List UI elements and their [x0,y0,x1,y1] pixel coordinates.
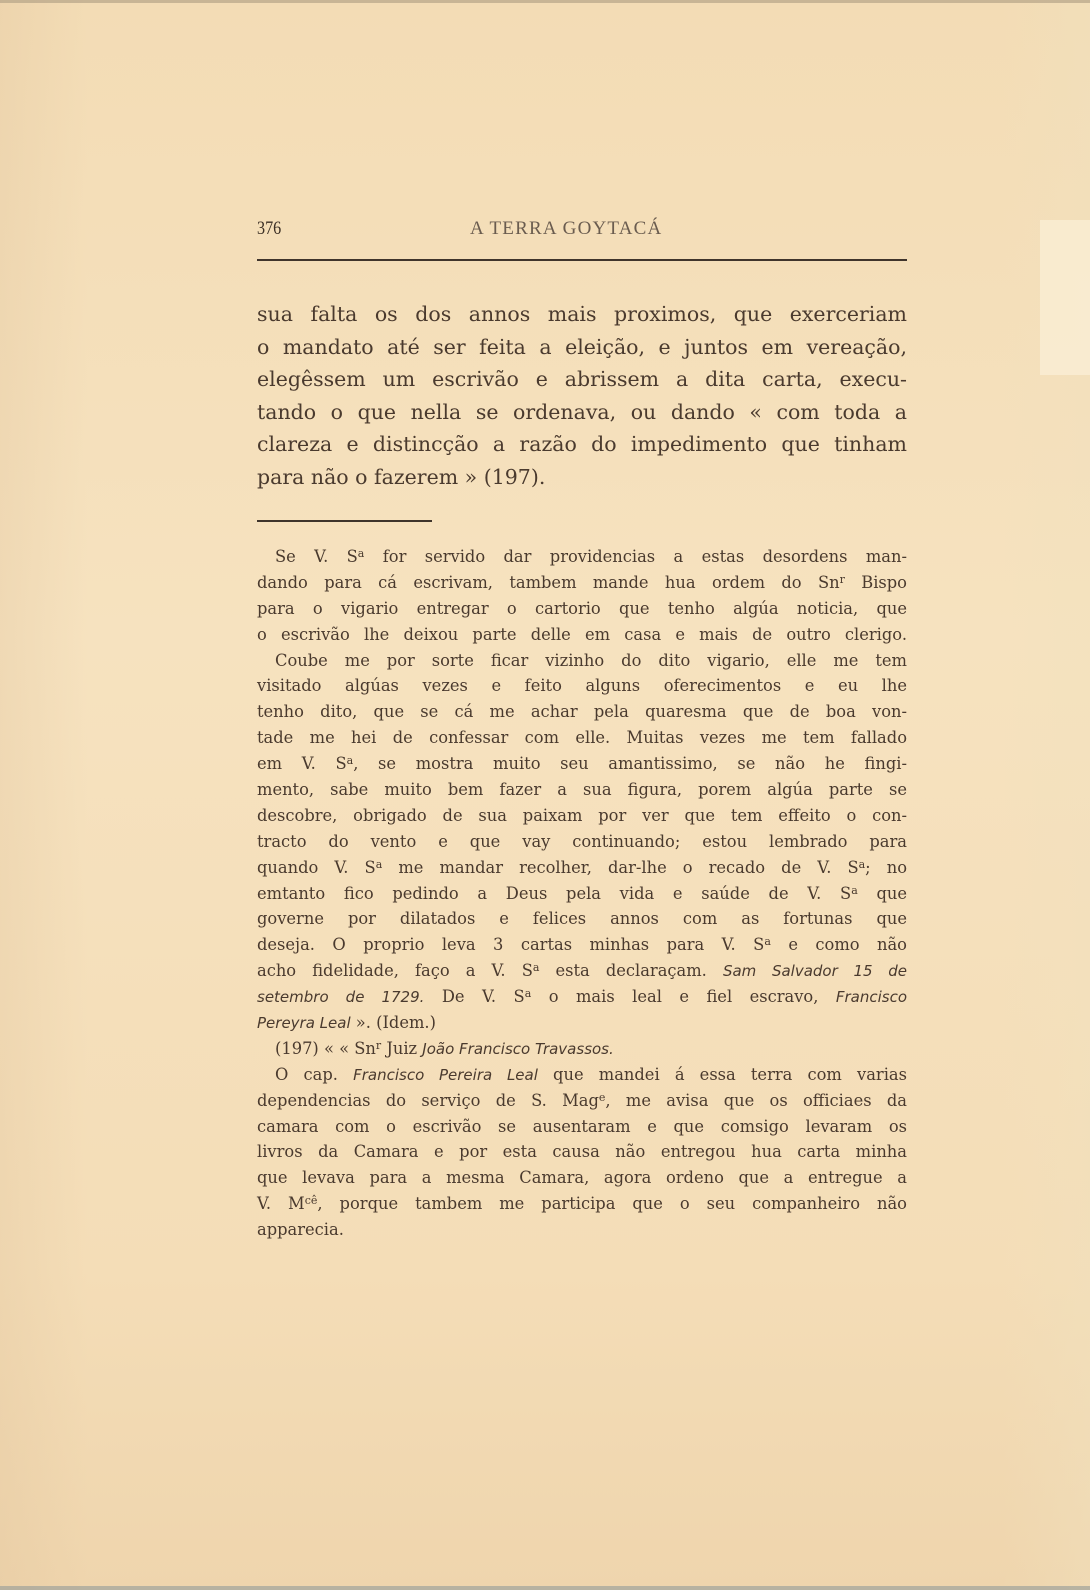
note-line: em V. $S^a$, se mostra muito seu amantissimo, se não he fingi- [257,754,907,774]
note-line: deseja. O proprio leva 3 cartas minhas para V. $S^a$ e como não [257,935,907,955]
note-line: dando para cá escrivam, tambem mande hua ordem do Sn$^r$ Bispo [257,572,907,592]
note-line: apparecia. [257,1220,344,1240]
note-line: Se V. $S^a$ for servido dar providencias a estas desordens man- [275,547,907,566]
body-line: clareza e distincção a razão do impedimento que tinham [257,432,907,456]
note-line: descobre, obrigado de sua paixam por ver que tem effeito o con- [257,805,907,825]
note-line: Pereyra Leal ». (Idem.) [257,1013,436,1033]
page-number: 376 [257,218,282,239]
body-line: tando o que nella se ordenava, ou dando « com toda a [257,399,907,424]
note-line: Coube me por sorte ficar vizinho do dito vigario, elle me tem [275,650,907,670]
note-line: tracto do vento e que vay continuando; estou lembrado para [257,831,907,851]
note-line: V. $M^{cê}$, porque tambem me participa que o seu companheiro não [257,1194,907,1214]
page-header [257,218,907,242]
body-line: o mandato até ser feita a eleição, e juntos em vereação, [257,334,907,359]
note-line: setembro de 1729. De V. $S^a$ o mais leal e fiel escravo, Francisco [257,987,907,1007]
body-line: para não o fazerem » (197). [257,464,546,489]
page-top-edge [0,0,1090,3]
note-line: O cap. Francisco Pereira Leal que mandei á essa terra com varias [275,1064,907,1084]
note-line: visitado algúas vezes e feito alguns oferecimentos e eu lhe [257,676,907,696]
note-line: camara com o escrivão se ausentaram e que comsigo levaram os [257,1116,907,1136]
note-line: governe por dilatados e felices annos com as fortunas que [257,909,907,929]
note-line: livros da Camara e por esta causa não entregou hua carta minha [257,1142,907,1162]
note-line: que levava para a mesma Camara, agora ordeno que a entregue a [257,1168,907,1188]
page-bottom-edge [0,1586,1090,1590]
footnote-197: (197) « « Sn$^r$ Juiz João Francisco Travassos. [275,1038,614,1058]
note-line: quando V. $S^a$ me mandar recolher, dar-lhe o recado de V. $S^a$; no [257,857,908,877]
note-line: tenho dito, que se cá me achar pela quaresma que de boa von- [257,702,907,722]
note-line: acho fidelidade, faço a V. $S^a$ esta declaraçam. Sam Salvador 15 de [257,961,907,981]
note-line: o escrivão lhe deixou parte delle em casa e mais de outro clerigo. [257,624,907,644]
note-line: tade me hei de confessar com elle. Muitas vezes me tem fallado [257,728,907,748]
note-line: emtanto fico pedindo a Deus pela vida e saúde de V. $S^a$ que [257,883,907,903]
body-line: elegêssem um escrivão e abrissem a dita carta, execu- [257,367,907,391]
footnotes [257,544,907,1243]
note-line: para o vigario entregar o cartorio que tenho algúa noticia, que [257,598,907,618]
running-head: A TERRA GOYTACÁ [470,218,663,239]
note-line: mento, sabe muito bem fazer a sua figura, porem algúa parte se [257,780,907,800]
main-paragraph [257,298,907,493]
note-line: dependencias do serviço de S. Mag$^e$, me avisa que os officiaes da [257,1090,907,1110]
footnote-rule [257,520,432,522]
paper-stain [1040,220,1090,375]
header-rule [257,259,907,261]
body-line: sua falta os dos annos mais proximos, que exerceriam [257,302,907,326]
